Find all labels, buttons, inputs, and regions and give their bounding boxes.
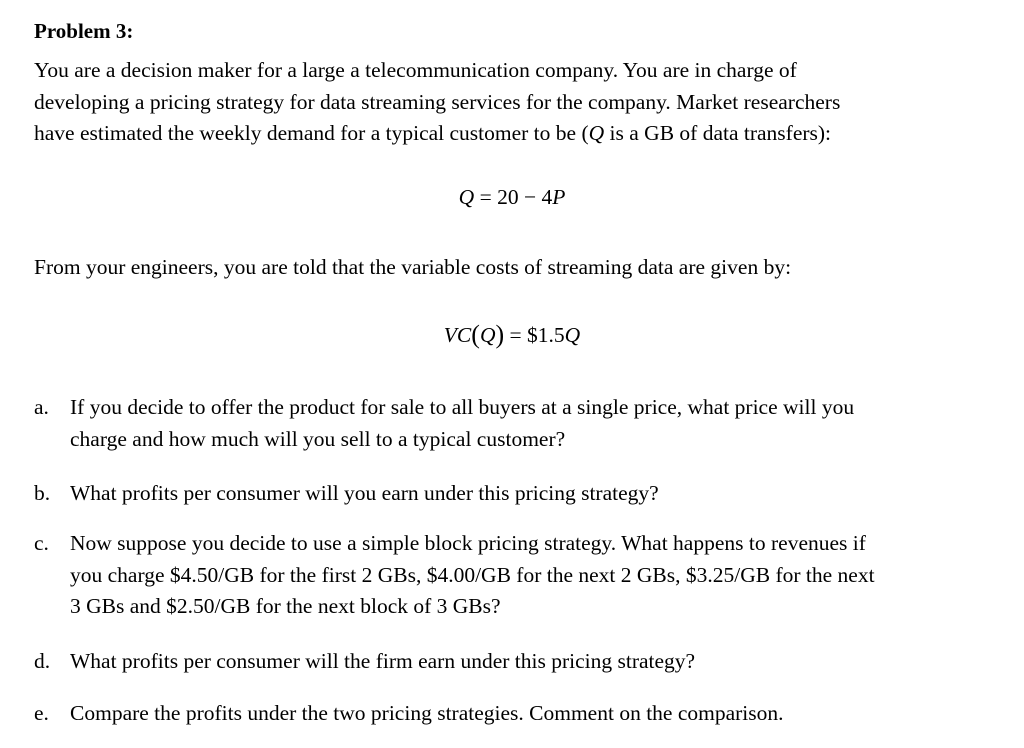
problem-title: Problem 3: <box>34 19 134 43</box>
cost-fn: VC <box>443 323 472 347</box>
intro-line-2: developing a pricing strategy for data streaming services for the company. Market researchers <box>34 89 841 114</box>
question-line: Now suppose you decide to use a simple block pricing strategy. What happens to revenues if <box>70 531 866 555</box>
question-line: What profits per consumer will the firm earn under this pricing strategy? <box>70 649 696 673</box>
question-letter: d. <box>34 649 51 673</box>
question-line: If you decide to offer the product for sale to all buyers at a single price, what price will you <box>70 395 855 419</box>
question-line: charge and how much will you sell to a typical customer? <box>70 426 566 451</box>
cost-intro: From your engineers, you are told that the variable costs of streaming data are given by: <box>34 255 792 279</box>
question-letter: e. <box>34 701 49 725</box>
demand-equation <box>0 182 1024 212</box>
question-letter: a. <box>34 395 49 419</box>
question-line: Compare the profits under the two pricing strategies. Comment on the comparison. <box>70 701 784 725</box>
demand-var: P <box>552 185 566 209</box>
intro-paragraph <box>34 55 840 150</box>
intro-line-3: have estimated the weekly demand for a typical customer to be (Q is a GB of data transfers): <box>34 121 832 145</box>
question-letter: b. <box>34 481 51 505</box>
cost-var: Q <box>564 323 581 347</box>
demand-rhs: = 20 − 4 <box>474 185 553 209</box>
cost-arg: Q <box>479 323 496 347</box>
question-letter: c. <box>34 531 49 555</box>
demand-lhs: Q <box>458 185 475 209</box>
question-line: you charge $4.50/GB for the first 2 GBs, $4.00/GB for the next 2 GBs, $3.25/GB for the next <box>70 562 875 587</box>
question-line: What profits per consumer will you earn under this pricing strategy? <box>70 481 659 505</box>
intro-line-1: You are a decision maker for a large a telecommunication company. You are in charge of <box>34 58 797 82</box>
question-line: 3 GBs and $2.50/GB for the next block of 3 GBs? <box>70 594 501 618</box>
cost-equation: VC(Q) = $1.5Q <box>443 320 581 349</box>
cost-rhs: = $1.5 <box>504 323 565 347</box>
